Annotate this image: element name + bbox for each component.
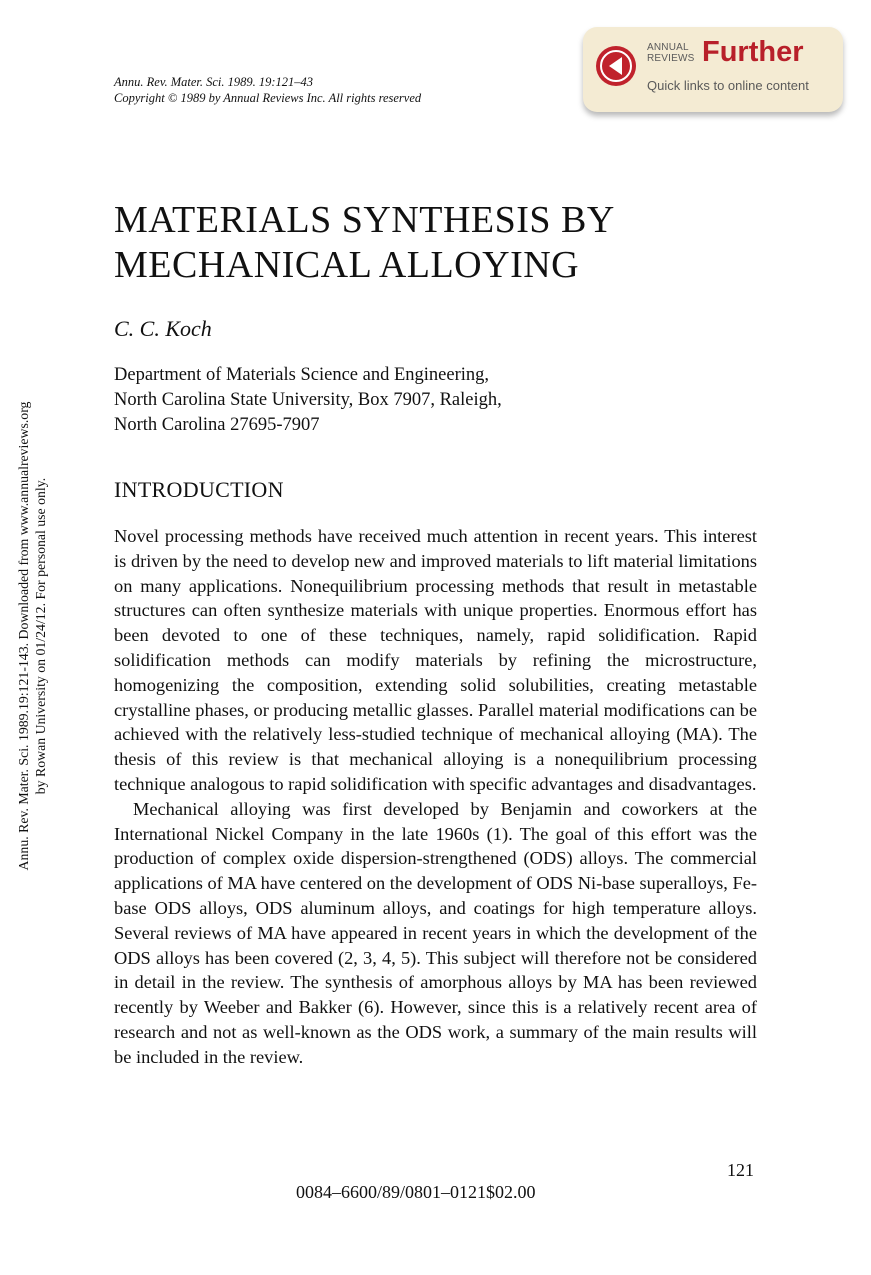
journal-citation: Annu. Rev. Mater. Sci. 1989. 19:121–43 <box>114 75 314 89</box>
affiliation-line: North Carolina State University, Box 7907, Raleigh, <box>114 390 502 410</box>
journal-header <box>114 74 421 106</box>
title-line-2: MECHANICAL ALLOYING <box>114 244 580 286</box>
body-paragraph: Mechanical alloying was first developed by Benjamin and coworkers at the International Nickel Company in the late 1960s (1). The goal of this effort was the production of complex oxide dispersion-strengthened (ODS) alloys. The commercial applications of MA have centered on the development of ODS Ni-base superalloys, Fe-base ODS alloys, ODS aluminum alloys, and coatings for high temperature alloys. Several reviews of MA have appeared in recent years in which the development of the ODS alloys has been covered (2, 3, 4, 5). This subject will therefore not be considered in detail in the review. The synthesis of amorphous alloys by MA has been reviewed recently by Weeber and Bakker (6). However, since this is a relatively recent area of research and not as well-known as the ODS work, a summary of the main results will be included in the review. <box>114 798 757 1067</box>
play-arrow-icon <box>595 45 637 87</box>
body-paragraph: Novel processing methods have received much attention in recent years. This interest is driven by the need to develop new and improved materials to lift material limitations on many applications. Nonequilibrium processing methods that result in metastable structures can often synthesize materials with unique properties. Enormous effort has been devoted to one of these techniques, namely, rapid solidification. Rapid solidification methods can modify materials by refining the microstructure, homogenizing the composition, extending solid solubilities, creating metastable crystalline phases, or producing metallic glasses. Parallel material modifications can be achieved with the relatively less-studied technique of mechanical alloying (MA). The thesis of this review is that mechanical alloying is a nonequilibrium processing technique analogous to rapid solidification with specific advantages and disadvantages. <box>114 526 757 794</box>
title-line-1: MATERIALS SYNTHESIS BY <box>114 199 615 241</box>
article-body <box>114 524 757 1070</box>
badge-further-label: Further <box>702 36 804 68</box>
article-title <box>114 198 814 288</box>
further-badge-link[interactable] <box>583 27 843 112</box>
side-note-line: Annu. Rev. Mater. Sci. 1989.19:121-143. Downloaded from www.annualreviews.org <box>16 401 31 871</box>
author-affiliation <box>114 363 502 438</box>
price-code: 0084–6600/89/0801–0121$02.00 <box>296 1182 536 1202</box>
side-note-line: by Rowan University on 01/24/12. For personal use only. <box>33 477 48 795</box>
badge-annual-label: ANNUAL <box>647 42 689 53</box>
badge-tagline: Quick links to online content <box>647 78 809 93</box>
affiliation-line: Department of Materials Science and Engineering, <box>114 365 489 385</box>
copyright-notice: Copyright © 1989 by Annual Reviews Inc. All rights reserved <box>114 91 422 105</box>
section-heading: INTRODUCTION <box>114 477 284 502</box>
badge-reviews-label: REVIEWS <box>647 53 695 64</box>
page-number: 121 <box>727 1160 754 1180</box>
badge-brand <box>647 42 695 64</box>
affiliation-line: North Carolina 27695-7907 <box>114 415 320 435</box>
author-name: C. C. Koch <box>114 316 212 341</box>
